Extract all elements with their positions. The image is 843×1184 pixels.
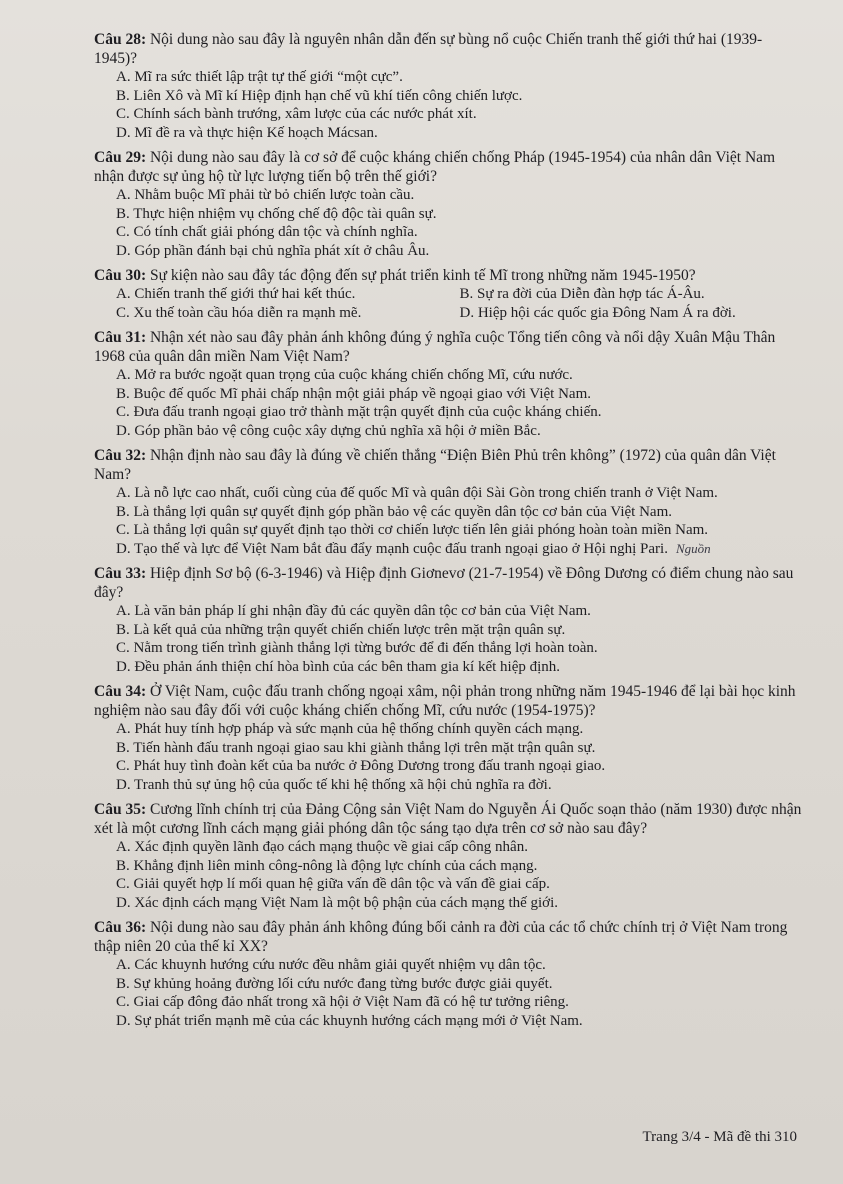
question-number: Câu 32:	[94, 447, 147, 464]
option-a[interactable]: A. Các khuynh hướng cứu nước đều nhằm giải quyết nhiệm vụ dân tộc.	[116, 957, 546, 973]
option-b[interactable]: B. Sự khủng hoảng đường lối cứu nước đang từng bước được giải quyết.	[116, 975, 553, 992]
option-c[interactable]: C. Nằm trong tiến trình giành thắng lợi từng bước để đi đến thắng lợi hoàn toàn.	[116, 640, 598, 656]
question-stem: Sự kiện nào sau đây tác động đến sự phát triển kinh tế Mĩ trong những năm 1945-1950?	[149, 267, 696, 284]
option-a[interactable]: A. Xác định quyền lãnh đạo cách mạng thuộc về giai cấp công nhân.	[116, 839, 528, 855]
question-28	[94, 30, 803, 142]
handwritten-note: Nguồn	[675, 540, 711, 556]
question-stem: Nhận định nào sau đây là đúng về chiến thắng “Điện Biên Phủ trên không” (1972) của quân dân Việt Nam?	[94, 447, 776, 483]
question-stem: Nội dung nào sau đây phản ánh không đúng bối cảnh ra đời của các tổ chức chính trị ở Việt Nam trong thập niên 20 của thế kỉ XX?	[94, 919, 788, 955]
option-a[interactable]: A. Mĩ ra sức thiết lập trật tự thế giới “một cực”.	[116, 69, 403, 85]
option-b[interactable]: B. Thực hiện nhiệm vụ chống chế độ độc tài quân sự.	[116, 205, 437, 222]
question-32	[94, 446, 803, 558]
question-35	[94, 800, 803, 912]
question-stem: Nội dung nào sau đây là nguyên nhân dẫn đến sự bùng nổ cuộc Chiến tranh thế giới thứ hai (1939-1945)?	[94, 31, 763, 67]
option-d[interactable]: D. Xác định cách mạng Việt Nam là một bộ phận của cách mạng thế giới.	[116, 894, 559, 911]
option-c[interactable]: C. Xu thế toàn cầu hóa diễn ra mạnh mẽ.	[116, 304, 362, 321]
question-31	[94, 328, 803, 440]
option-a[interactable]: A. Mở ra bước ngoặt quan trọng của cuộc kháng chiến chống Mĩ, cứu nước.	[116, 367, 573, 383]
option-a[interactable]: A. Là văn bản pháp lí ghi nhận đầy đủ các quyền dân tộc cơ bản của Việt Nam.	[116, 603, 591, 619]
question-number: Câu 33:	[94, 565, 147, 582]
question-number: Câu 36:	[94, 919, 147, 936]
option-d[interactable]: D. Tạo thế và lực để Việt Nam bắt đầu đẩy mạnh cuộc đấu tranh ngoại giao ở Hội nghị Pari.	[116, 540, 668, 557]
option-b[interactable]: B. Là thắng lợi quân sự quyết định góp phần bảo vệ các quyền dân tộc cơ bản của Việt Nam.	[116, 503, 672, 520]
option-d[interactable]: D. Mĩ đề ra và thực hiện Kế hoạch Mácsan.	[116, 124, 378, 141]
option-b[interactable]: B. Buộc đế quốc Mĩ phải chấp nhận một giải pháp về ngoại giao với Việt Nam.	[116, 385, 591, 402]
option-c[interactable]: C. Phát huy tình đoàn kết của ba nước ở Đông Dương trong đấu tranh ngoại giao.	[116, 758, 606, 774]
option-d[interactable]: D. Tranh thủ sự ủng hộ của quốc tế khi hệ thống xã hội chủ nghĩa ra đời.	[116, 776, 552, 793]
option-d[interactable]: D. Góp phần bảo vệ công cuộc xây dựng chủ nghĩa xã hội ở miền Bắc.	[116, 422, 541, 439]
question-29	[94, 148, 803, 260]
question-stem: Nhận xét nào sau đây phản ánh không đúng ý nghĩa cuộc Tổng tiến công và nổi dậy Xuân Mậu Thân 1968 của quân dân miền Nam Việt Nam?	[94, 329, 776, 365]
question-36	[94, 918, 803, 1030]
option-b[interactable]: B. Sự ra đời của Diễn đàn hợp tác Á-Âu.	[459, 286, 705, 302]
question-stem: Hiệp định Sơ bộ (6-3-1946) và Hiệp định Giơnevơ (21-7-1954) về Đông Dương có điểm chung nào sau đây?	[94, 565, 794, 601]
option-c[interactable]: C. Chính sách bành trướng, xâm lược của các nước phát xít.	[116, 106, 477, 122]
option-b[interactable]: B. Liên Xô và Mĩ kí Hiệp định hạn chế vũ khí tiến công chiến lược.	[116, 87, 523, 104]
options-grid	[94, 285, 803, 322]
option-b[interactable]: B. Khẳng định liên minh công-nông là động lực chính của cách mạng.	[116, 857, 538, 874]
question-stem: Ở Việt Nam, cuộc đấu tranh chống ngoại xâm, nội phản trong những năm 1945-1946 để lại bài học kinh nghiệm nào sau đây đối với cuộc kháng chiến chống Mĩ, cứu nước (1954-1975)?	[94, 683, 796, 719]
option-c[interactable]: C. Giai cấp đông đảo nhất trong xã hội ở Việt Nam đã có hệ tư tưởng riêng.	[116, 994, 569, 1010]
option-d[interactable]: D. Sự phát triển mạnh mẽ của các khuynh hướng cách mạng mới ở Việt Nam.	[116, 1012, 583, 1029]
question-number: Câu 29:	[94, 149, 147, 166]
option-a[interactable]: A. Nhằm buộc Mĩ phải từ bỏ chiến lược toàn cầu.	[116, 187, 415, 203]
option-c[interactable]: C. Là thắng lợi quân sự quyết định tạo thời cơ chiến lược tiến lên giải phóng hoàn toàn miền Nam.	[116, 522, 709, 538]
question-stem: Nội dung nào sau đây là cơ sở để cuộc kháng chiến chống Pháp (1945-1954) của nhân dân Việt Nam nhận được sự ủng hộ từ lực lượng tiến bộ trên thế giới?	[94, 149, 776, 185]
option-b[interactable]: B. Tiến hành đấu tranh ngoại giao sau khi giành thắng lợi trên mặt trận quân sự.	[116, 739, 596, 756]
question-number: Câu 34:	[94, 683, 147, 700]
option-d[interactable]: D. Góp phần đánh bại chủ nghĩa phát xít ở châu Âu.	[116, 242, 430, 259]
option-d[interactable]: D. Đều phản ánh thiện chí hòa bình của các bên tham gia kí kết hiệp định.	[116, 658, 561, 675]
option-c[interactable]: C. Giải quyết hợp lí mối quan hệ giữa vấn đề dân tộc và vấn đề giai cấp.	[116, 876, 550, 892]
option-a[interactable]: A. Là nỗ lực cao nhất, cuối cùng của đế quốc Mĩ và quân đội Sài Gòn trong chiến tranh ở Việt Nam.	[116, 485, 718, 501]
option-a[interactable]: A. Chiến tranh thế giới thứ hai kết thúc.	[116, 286, 356, 302]
option-b[interactable]: B. Là kết quả của những trận quyết chiến chiến lược trên mặt trận quân sự.	[116, 621, 566, 638]
question-30	[94, 266, 803, 322]
question-number: Câu 35:	[94, 801, 147, 818]
option-a[interactable]: A. Phát huy tính hợp pháp và sức mạnh của hệ thống chính quyền cách mạng.	[116, 721, 584, 737]
question-stem: Cương lĩnh chính trị của Đảng Cộng sản Việt Nam do Nguyễn Ái Quốc soạn thảo (năm 1930) được nhận xét là một cương lĩnh cách mạng giải phóng dân tộc sáng tạo dựa trên cơ sở nào sau đây?	[94, 801, 802, 837]
option-c[interactable]: C. Có tính chất giải phóng dân tộc và chính nghĩa.	[116, 224, 418, 240]
option-d[interactable]: D. Hiệp hội các quốc gia Đông Nam Á ra đời.	[459, 304, 736, 321]
question-number: Câu 31:	[94, 329, 147, 346]
question-number: Câu 28:	[94, 31, 147, 48]
question-33	[94, 564, 803, 676]
question-34	[94, 682, 803, 794]
option-c[interactable]: C. Đưa đấu tranh ngoại giao trở thành mặt trận quyết định của cuộc kháng chiến.	[116, 404, 602, 420]
question-number: Câu 30:	[94, 267, 147, 284]
page-footer: Trang 3/4 - Mã đề thi 310	[642, 1129, 797, 1145]
